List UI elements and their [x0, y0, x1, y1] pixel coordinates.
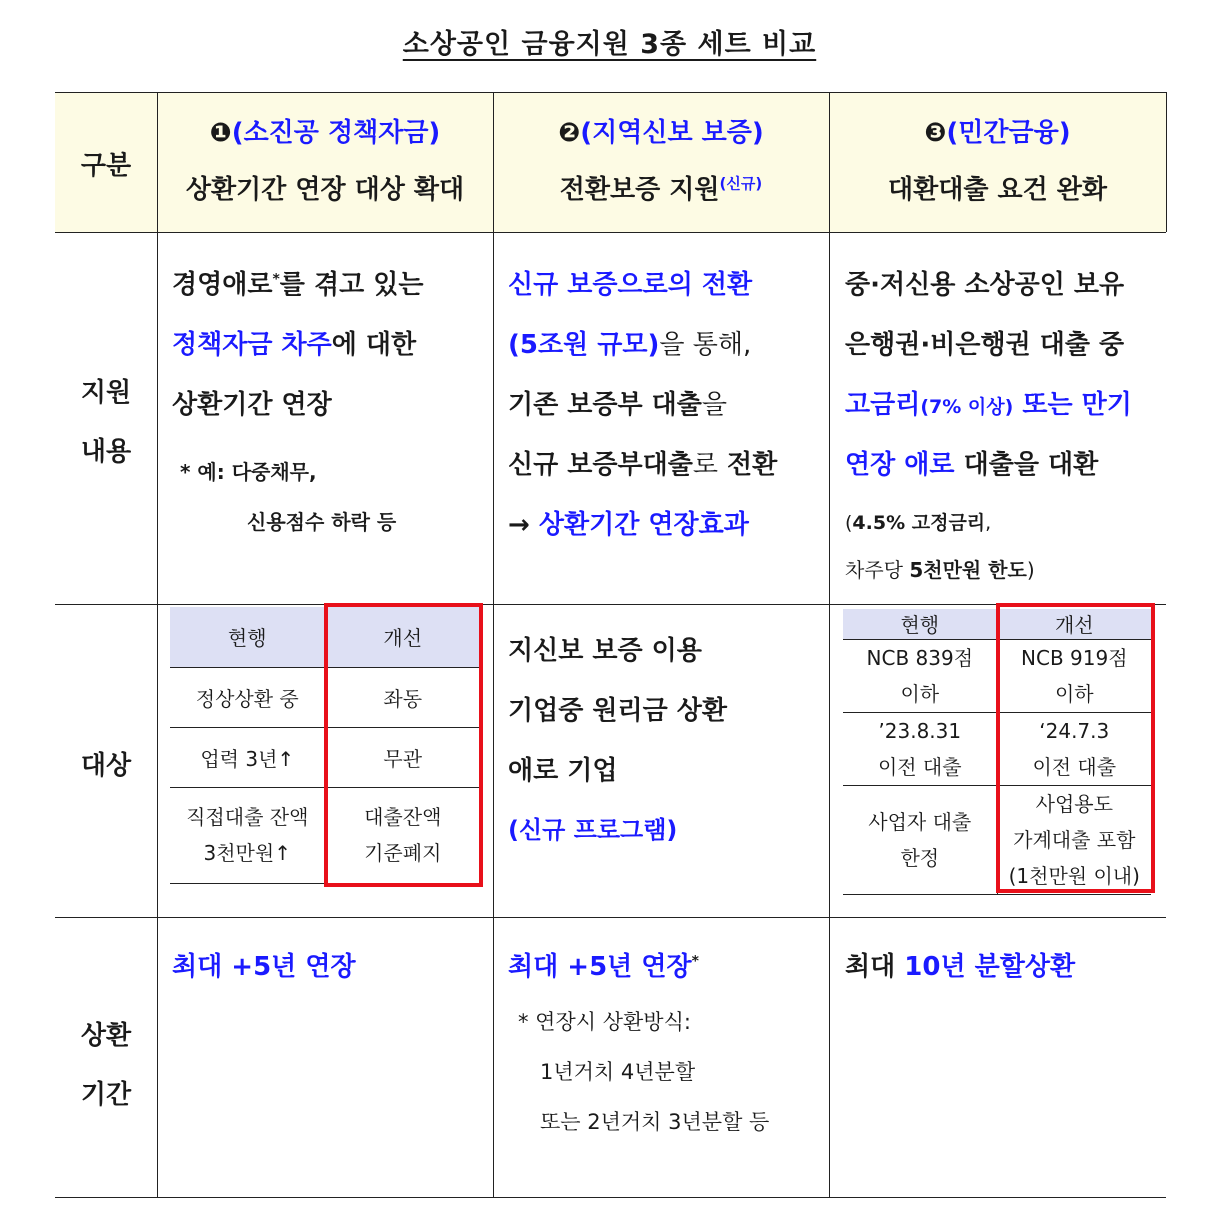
- target-col2-line4: (신규 프로그램): [508, 816, 678, 844]
- number-3-icon: ❸: [924, 118, 947, 148]
- row-label-target: 대상: [80, 751, 132, 781]
- content-col1-line1: 경영애로*를 겪고 있는: [172, 270, 424, 300]
- content-col2-line3: 기존 보증부 대출을: [508, 390, 728, 420]
- content-col3-line6: 차주당 5천만원 한도): [845, 558, 1035, 582]
- cell-line: NCB 839점: [866, 645, 974, 670]
- content-col3-line2: 은행권·비은행권 대출 중: [845, 330, 1125, 360]
- cell-line: 가계대출 포함: [1013, 827, 1136, 852]
- cell-line: 사업용도: [1035, 791, 1113, 816]
- content-col1-line3: 상환기간 연장: [172, 390, 332, 420]
- target-col2-line2: 기업중 원리금 상환: [508, 696, 728, 726]
- row-divider: [55, 232, 1166, 233]
- content-col3-line4: 연장 애로 대출을 대환: [845, 450, 1099, 480]
- period-col1: 최대 +5년 연장: [172, 952, 356, 982]
- row-label-content: 지원 내용: [80, 378, 132, 467]
- period-col2: 최대 +5년 연장*: [508, 952, 699, 982]
- row-divider: [55, 917, 1166, 918]
- column-divider: [157, 92, 158, 1197]
- cell-line: NCB 919점: [1021, 645, 1128, 670]
- highlight-box: [996, 603, 1155, 893]
- content-col3-line3: 고금리(7% 이상) 또는 만기: [845, 390, 1132, 420]
- column-divider: [829, 92, 830, 1197]
- header-col3: ❸(민간금융) 대환대출 요건 완화: [887, 118, 1108, 205]
- column-divider: [493, 92, 494, 1197]
- target-col2-line1: 지신보 보증 이용: [508, 636, 702, 666]
- table-header: 개선: [997, 609, 1151, 639]
- cell-line: 대출잔액: [364, 805, 442, 829]
- table-header: 현행: [170, 607, 325, 667]
- table-top-border: [55, 92, 1166, 93]
- header-right-border: [1166, 92, 1167, 232]
- table-cell: [843, 639, 997, 712]
- row-label-category: 구분: [80, 151, 132, 181]
- content-col1-note1: * 예: 다중채무,: [180, 460, 317, 484]
- content-col3-line5: (4.5% 고정금리,: [845, 512, 992, 534]
- content-col1-note2: 신용점수 하락 등: [247, 510, 397, 534]
- table-header: 개선: [325, 607, 480, 667]
- period-col2-note1: * 연장시 상환방식:: [518, 1010, 691, 1034]
- table-cell: [170, 787, 325, 883]
- cell-line: 이전 대출: [1032, 754, 1117, 779]
- content-col2-line5: → 상환기간 연장효과: [508, 510, 749, 540]
- period-col3: 최대 10년 분할상환: [845, 952, 1076, 982]
- number-2-icon: ❷: [558, 118, 581, 148]
- table-cell: 좌동: [325, 667, 480, 727]
- cell-line: 직접대출 잔액: [186, 805, 309, 829]
- content-col2-line4: 신규 보증부대출로 전환: [508, 450, 778, 480]
- header-col2: ❷(지역신보 보증) 전환보증 지원$^{(신규)}$: [558, 118, 764, 205]
- content-col2-line1: 신규 보증으로의 전환: [508, 270, 753, 300]
- cell-line: 이전 대출: [877, 754, 962, 779]
- content-col3-line1: 중·저신용 소상공인 보유: [845, 270, 1125, 300]
- table-cell: [843, 785, 997, 894]
- cell-line: ‘24.7.3: [1039, 718, 1110, 743]
- cell-line: 사업자 대출: [868, 809, 972, 834]
- highlight-box: [324, 603, 483, 887]
- content-col1-line2: 정책자금 차주에 대한: [172, 330, 417, 360]
- table-cell: 무관: [325, 727, 480, 787]
- table-bottom-border: [55, 1197, 1166, 1198]
- cell-line: 이하: [1054, 681, 1094, 706]
- content-col2-line2: (5조원 규모)을 통해,: [508, 330, 752, 360]
- cell-line: 3천만원↑: [203, 841, 291, 865]
- page-title: 소상공인 금융지원 3종 세트 비교: [402, 29, 817, 60]
- row-label-period: 상환 기간: [80, 1021, 132, 1110]
- table-cell: [843, 712, 997, 785]
- table-cell: 정상상환 중: [170, 667, 325, 727]
- cell-line: 이하: [900, 681, 940, 706]
- table-header: 현행: [843, 609, 997, 639]
- period-col2-note2: 1년거치 4년분할: [540, 1060, 696, 1084]
- cell-line: (1천만원 이내): [1008, 863, 1140, 888]
- header-col1: ❶(소진공 정책자금) 상환기간 연장 대상 확대: [185, 118, 465, 205]
- cell-line: ’23.8.31: [878, 718, 962, 743]
- period-col2-note3: 또는 2년거치 3년분할 등: [540, 1110, 770, 1134]
- table-cell: 업력 3년↑: [170, 727, 325, 787]
- cell-line: 기준폐지: [364, 841, 442, 865]
- target-col2-line3: 애로 기업: [508, 756, 618, 786]
- cell-line: 한정: [900, 845, 940, 870]
- number-1-icon: ❶: [209, 118, 232, 148]
